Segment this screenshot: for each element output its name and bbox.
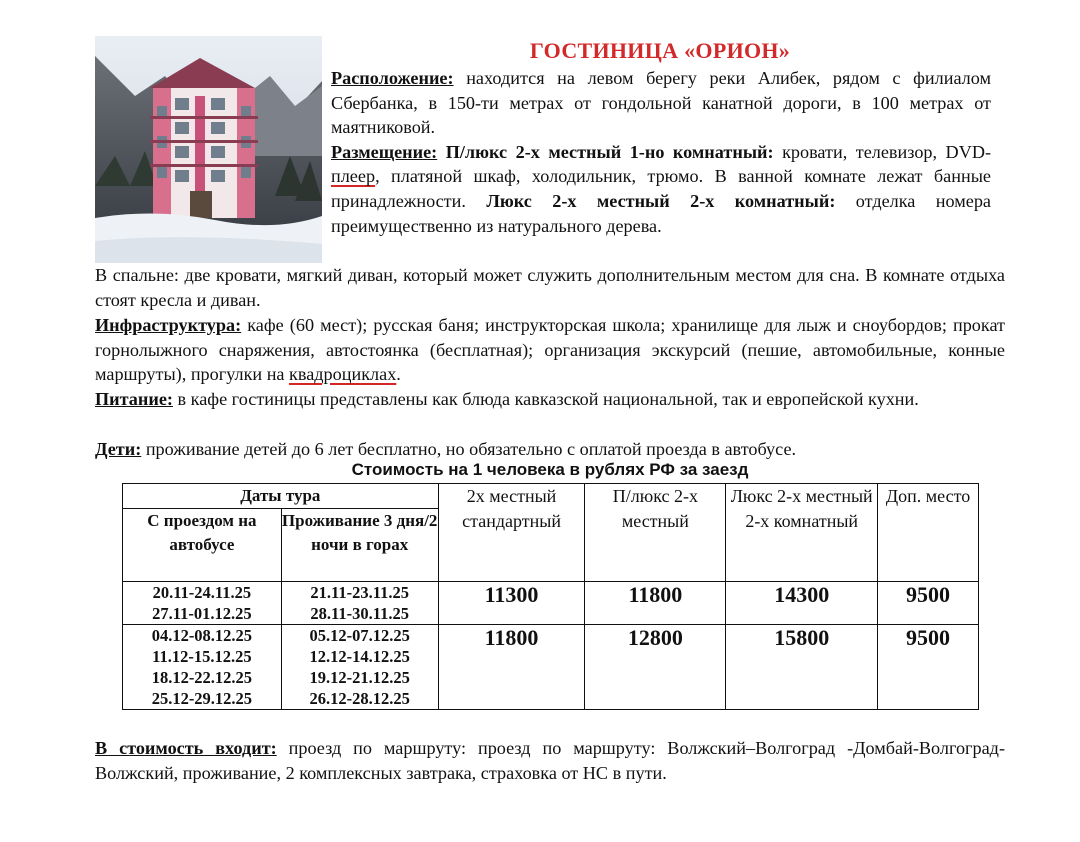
infrastructure-label: Инфраструктура: xyxy=(95,315,242,335)
price-extra-bed: 9500 xyxy=(878,582,979,625)
placement-label: Размещение: xyxy=(331,141,438,162)
stay-dates-cell xyxy=(281,625,438,710)
placement-text-1a: кровати, телевизор, DVD- xyxy=(782,141,992,162)
included-paragraph xyxy=(95,736,1005,785)
header-bus: С проездом на автобусе xyxy=(123,509,282,582)
header-extra-bed: Доп. место xyxy=(878,484,979,582)
price-standard: 11300 xyxy=(438,582,585,625)
placement-room-2: Люкс 2-х местный 2-х комнатный: xyxy=(486,190,836,211)
header-tour-dates: Даты тура xyxy=(123,484,439,509)
header-lux: Люкс 2-х местный 2-х комнатный xyxy=(726,484,878,582)
price-lux: 14300 xyxy=(726,582,878,625)
placement-text-2: отделка номера преимущественно из натурального дерева. xyxy=(331,190,991,236)
kids-label: Дети: xyxy=(95,439,142,459)
placement-text-1-underlined: плеер xyxy=(331,166,376,187)
infrastructure-text-end: . xyxy=(396,364,401,385)
price-table-caption: Стоимость на 1 человека в рублях РФ за заезд xyxy=(351,460,749,479)
bus-dates-cell xyxy=(123,582,282,625)
food-text: в кафе гостиницы представлены как блюда кавказской национальной, так и европейской кухни. xyxy=(177,389,919,409)
kids-text: проживание детей до 6 лет бесплатно, но обязательно с оплатой проезда в автобусе. xyxy=(145,439,797,459)
table-row xyxy=(123,625,979,710)
table-row xyxy=(123,582,979,625)
location-label: Расположение: xyxy=(331,68,454,88)
placement-text-1b: , платяной шкаф, холодильник, трюмо. В ванной комнате лежат банные принадлежности. xyxy=(331,166,991,211)
header-stay: Проживание 3 дня/2 ночи в горах xyxy=(281,509,438,582)
price-standard: 11800 xyxy=(438,625,585,710)
bus-dates-cell xyxy=(123,625,282,710)
header-semi-lux: П/люкс 2-х местный xyxy=(585,484,726,582)
included-label: В стоимость входит: xyxy=(95,738,277,758)
hotel-title: ГОСТИНИЦА «ОРИОН» xyxy=(529,38,791,63)
infrastructure-text: кафе (60 мест); русская баня; инструкторская школа; хранилище для лыж и сноубордов; прокат горнолыжного снаряжения, автостоянка (бесплатная); организация экскурсий (пешие, автомобильные, конные маршруты), прогулки на xyxy=(95,315,1006,385)
date-line: 20.11-24.11.25 xyxy=(152,583,252,602)
price-table xyxy=(122,483,979,710)
price-extra-bed: 9500 xyxy=(878,625,979,710)
date-line: 12.12-14.12.25 xyxy=(309,647,410,666)
table-header-row xyxy=(123,484,979,509)
stay-dates-cell xyxy=(281,582,438,625)
date-line: 11.12-15.12.25 xyxy=(152,647,252,666)
placement-room-1: П/люкс 2-х местный 1-но комнатный: xyxy=(445,141,774,162)
date-line: 21.11-23.11.25 xyxy=(310,583,409,602)
date-line: 25.12-29.12.25 xyxy=(151,689,253,708)
date-line: 04.12-08.12.25 xyxy=(151,626,253,645)
price-semi-lux: 12800 xyxy=(585,625,726,710)
date-line: 19.12-21.12.25 xyxy=(309,668,410,687)
infrastructure-text-underlined: квадроциклах xyxy=(289,364,397,385)
date-line: 28.11-30.11.25 xyxy=(310,604,409,623)
location-text: находится на левом берегу реки Алибек, рядом с филиалом Сбербанка, в 150-ти метрах от гондольной канатной дороги, в 100 метрах от маятниковой. xyxy=(331,68,992,138)
included-text: проезд по маршруту: проезд по маршруту: Волжский–Волгоград -Домбай-Волгоград- Волжский, проживание, 2 комплексных завтрака, страховка от НС в пути. xyxy=(95,738,1005,783)
date-line: 27.11-01.12.25 xyxy=(152,604,252,623)
food-paragraph xyxy=(95,387,1005,412)
food-label: Питание: xyxy=(95,389,173,409)
hotel-photo xyxy=(95,36,322,263)
hotel-description-top xyxy=(331,66,991,238)
date-line: 18.12-22.12.25 xyxy=(151,668,253,687)
price-lux: 15800 xyxy=(726,625,878,710)
header-standard: 2х местный стандартный xyxy=(438,484,585,582)
kids-paragraph xyxy=(95,437,1005,462)
price-semi-lux: 11800 xyxy=(585,582,726,625)
bedroom-paragraph: В спальне: две кровати, мягкий диван, который может служить дополнительным местом для сна. В комнате отдыха стоят кресла и диван. xyxy=(95,265,1005,310)
date-line: 05.12-07.12.25 xyxy=(309,626,410,645)
date-line: 26.12-28.12.25 xyxy=(309,689,410,708)
infrastructure-paragraph xyxy=(95,313,1005,387)
